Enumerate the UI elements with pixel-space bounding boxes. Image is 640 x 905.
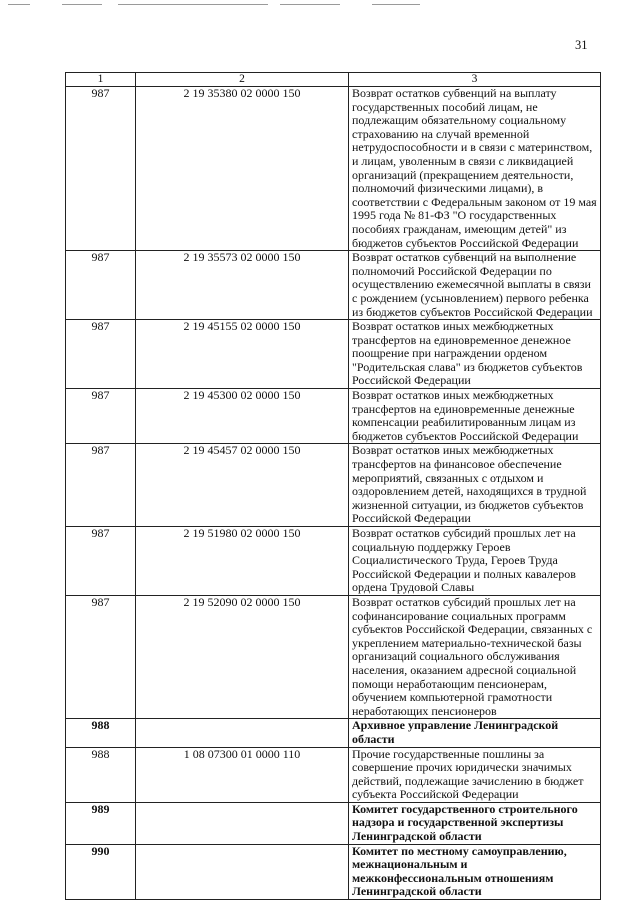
table-row [66, 802, 601, 844]
row-number-cell: 987 [66, 444, 136, 527]
row-number-cell: 988 [66, 719, 136, 747]
description-cell: Возврат остатков субвенций на выполнение полномочий Российской Федерации по осуществлению ежемесячной выплаты в связи с рождением (усыновлением) первого ребенка из бюджетов субъектов Российской Федерации [349, 251, 601, 320]
table-row [66, 595, 601, 718]
budget-code-cell: 1 08 07300 01 0000 110 [136, 747, 349, 802]
row-number-cell: 990 [66, 844, 136, 899]
table-row [66, 251, 601, 320]
table-row [66, 389, 601, 444]
column-header: 1 [66, 73, 136, 87]
row-number-cell: 987 [66, 87, 136, 251]
description-cell: Возврат остатков иных межбюджетных трансфертов на финансовое обеспечение мероприятий, связанных с отдыхом и оздоровлением детей, находящихся в трудной жизненной ситуации, из бюджетов субъектов Российской Федерации [349, 444, 601, 527]
budget-code-cell: 2 19 45457 02 0000 150 [136, 444, 349, 527]
row-number-cell: 987 [66, 389, 136, 444]
row-number-cell: 988 [66, 747, 136, 802]
budget-code-cell [136, 802, 349, 844]
budget-code-cell: 2 19 45155 02 0000 150 [136, 320, 349, 389]
description-cell: Возврат остатков иных межбюджетных трансфертов на единовременные денежные компенсации реабилитированным лицам из бюджетов субъектов Российской Федерации [349, 389, 601, 444]
table-row [66, 747, 601, 802]
budget-code-cell [136, 719, 349, 747]
row-number-cell: 987 [66, 527, 136, 596]
budget-code-cell: 2 19 35380 02 0000 150 [136, 87, 349, 251]
table-row [66, 87, 601, 251]
description-cell: Прочие государственные пошлины за совершение прочих юридически значимых действий, подлежащие зачислению в бюджет субъекта Российской Федерации [349, 747, 601, 802]
description-cell: Возврат остатков субсидий прошлых лет на социальную поддержку Героев Социалистического Труда, Героев Труда Российской Федерации и полных кавалеров ордена Трудовой Славы [349, 527, 601, 596]
table-row [66, 320, 601, 389]
row-number-cell: 987 [66, 251, 136, 320]
scan-artifact-line [118, 4, 268, 5]
row-number-cell: 987 [66, 595, 136, 718]
table-body [66, 87, 601, 900]
description-cell: Возврат остатков иных межбюджетных трансфертов на единовременное денежное поощрение при награждении орденом "Родительская слава" из бюджетов субъектов Российской Федерации [349, 320, 601, 389]
description-cell: Возврат остатков субсидий прошлых лет на софинансирование социальных программ субъектов Российской Федерации, связанных с укреплением материально-технической базы организаций социального обслуживания населения, оказанием адресной социальной помощи неработающим пенсионерам, обучением компьютерной грамотности неработающих пенсионеров [349, 595, 601, 718]
description-cell: Комитет государственного строительного надзора и государственной экспертизы Ленинградской области [349, 802, 601, 844]
budget-code-cell [136, 844, 349, 899]
budget-code-cell: 2 19 51980 02 0000 150 [136, 527, 349, 596]
column-header: 3 [349, 73, 601, 87]
table-row [66, 527, 601, 596]
table-row [66, 719, 601, 747]
table-row [66, 844, 601, 899]
description-cell: Комитет по местному самоуправлению, межнациональным и межконфессиональным отношениям Ленинградской области [349, 844, 601, 899]
scan-artifact-line [8, 4, 30, 5]
budget-code-cell: 2 19 45300 02 0000 150 [136, 389, 349, 444]
scan-artifact-line [62, 4, 102, 5]
column-header: 2 [136, 73, 349, 87]
budget-code-cell: 2 19 35573 02 0000 150 [136, 251, 349, 320]
scan-artifact-line [280, 4, 340, 5]
row-number-cell: 989 [66, 802, 136, 844]
scan-artifact-line [372, 4, 420, 5]
page-number: 31 [575, 38, 588, 52]
table-row [66, 444, 601, 527]
table-header-row [66, 73, 601, 87]
budget-code-cell: 2 19 52090 02 0000 150 [136, 595, 349, 718]
row-number-cell: 987 [66, 320, 136, 389]
description-cell: Архивное управление Ленинградской области [349, 719, 601, 747]
document-table [65, 72, 601, 900]
description-cell: Возврат остатков субвенций на выплату государственных пособий лицам, не подлежащим обязательному социальному страхованию на случай временной нетрудоспособности и в связи с материнством, и лицам, уволенным в связи с ликвидацией организаций (прекращением деятельности, полномочий физическими лицами), в соответствии с Федеральным законом от 19 мая 1995 года № 81-ФЗ "О государственных пособиях гражданам, имеющим детей" из бюджетов субъектов Российской Федерации [349, 87, 601, 251]
